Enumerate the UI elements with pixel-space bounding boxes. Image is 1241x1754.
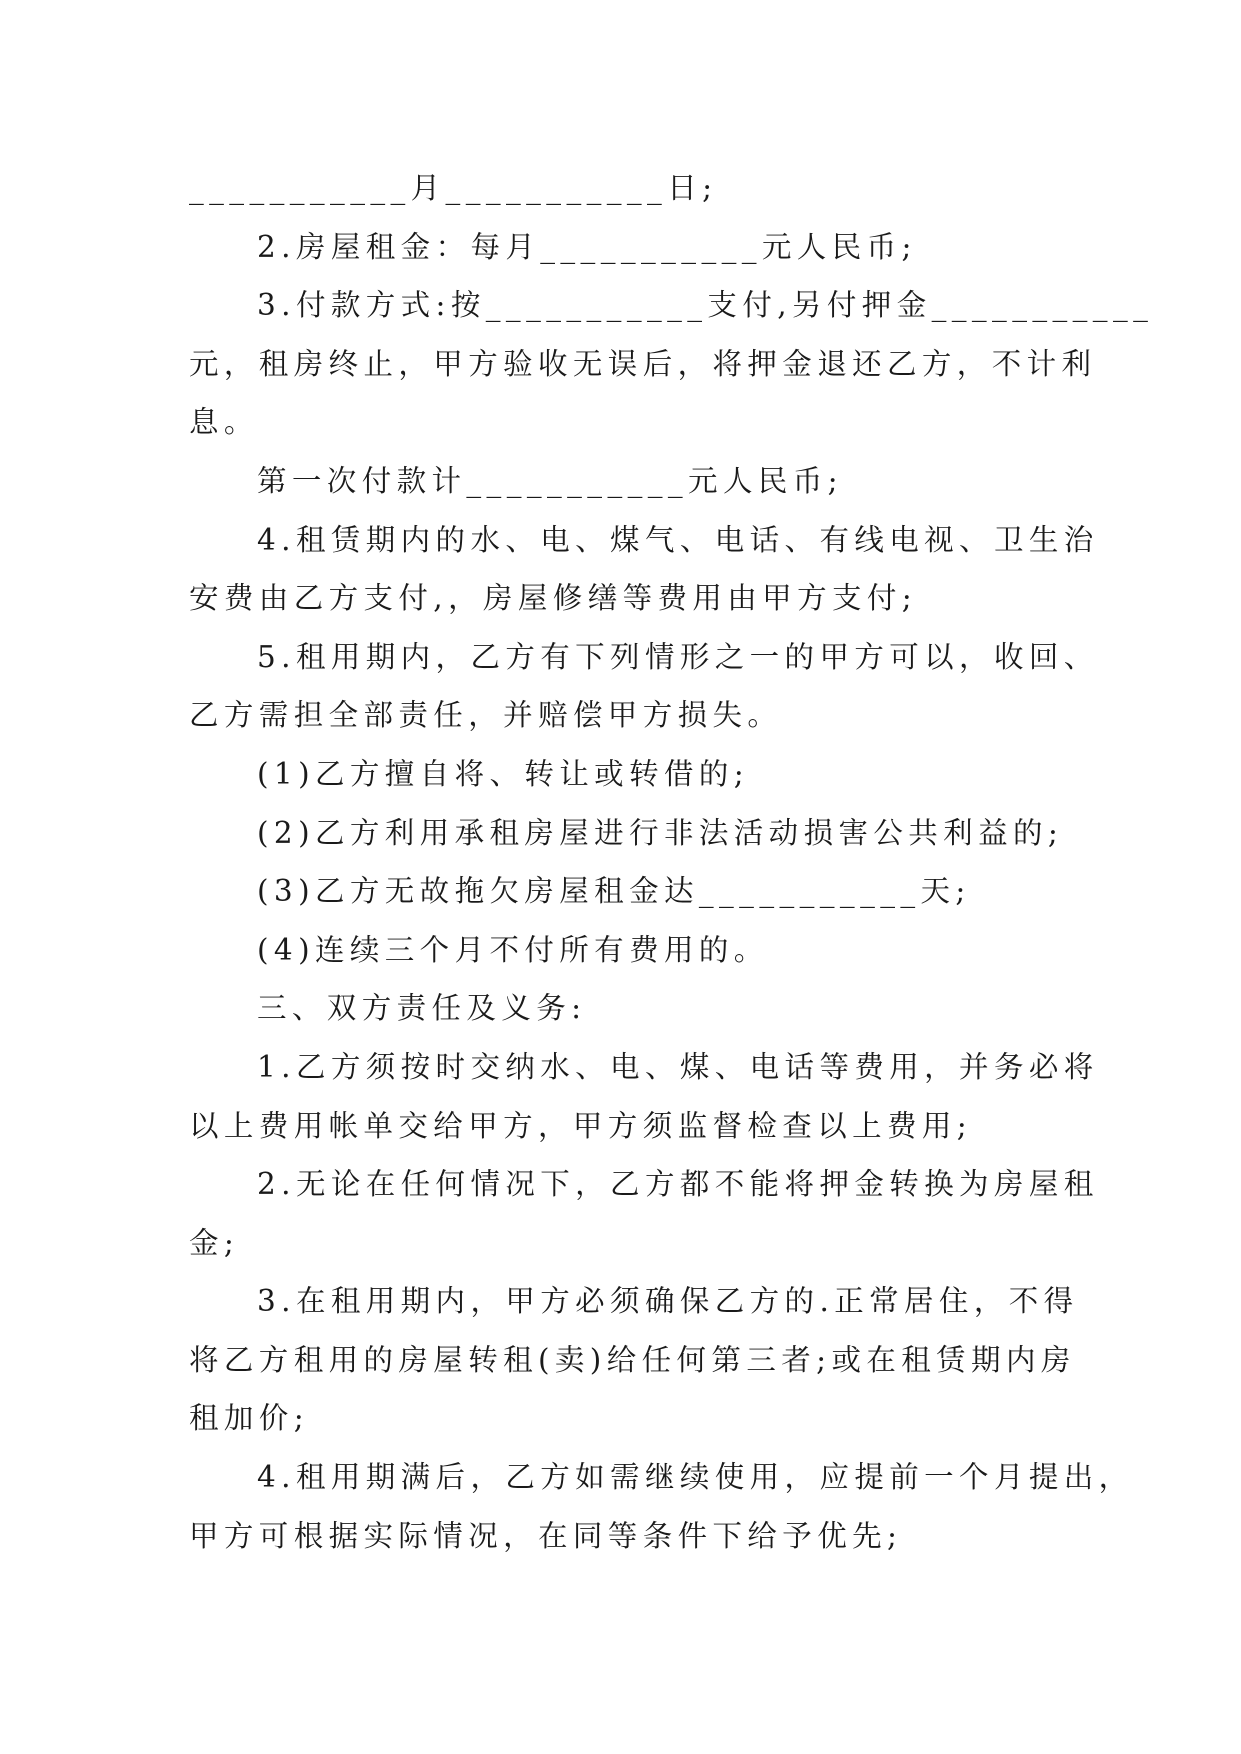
text-line: 4.租赁期内的水、电、煤气、电话、有线电视、卫生治 (257, 522, 1099, 557)
text-line: 第一次付款计___________元人民币; (257, 463, 843, 498)
text-line: 甲方可根据实际情况，在同等条件下给予优先; (189, 1518, 903, 1553)
text-line: 3.在租用期内，甲方必须确保乙方的.正常居住，不得 (257, 1284, 1079, 1319)
text-line: 三、双方责任及义务: (257, 991, 587, 1026)
text-line: 2.房屋租金：每月___________元人民币; (257, 229, 917, 264)
text-line: ___________月___________日; (189, 171, 718, 205)
text-line: (1)乙方擅自将、转让或转借的; (257, 756, 750, 791)
text-line: (3)乙方无故拖欠房屋租金达___________天; (257, 874, 971, 909)
text-line: 租加价; (189, 1401, 310, 1436)
text-line: 2.无论在任何情况下，乙方都不能将押金转换为房屋租 (257, 1167, 1099, 1202)
text-line: 息。 (189, 405, 259, 440)
text-line: 金; (189, 1225, 240, 1260)
text-line: 3.付款方式:按___________支付,另付押金___________ (257, 288, 1154, 323)
text-line: 5.租用期内，乙方有下列情形之一的甲方可以，收回、 (257, 639, 1099, 674)
text-line: 元，租房终止，甲方验收无误后，将押金退还乙方，不计利 (189, 346, 1097, 381)
text-line: 乙方需担全部责任，并赔偿甲方损失。 (189, 698, 783, 733)
text-line: (4)连续三个月不付所有费用的。 (257, 932, 769, 967)
text-line: (2)乙方利用承租房屋进行非法活动损害公共利益的; (257, 815, 1064, 850)
text-line: 4.租用期满后，乙方如需继续使用，应提前一个月提出， (257, 1460, 1134, 1495)
text-line: 将乙方租用的房屋转租(卖)给任何第三者;或在租赁期内房 (189, 1342, 1076, 1377)
text-line: 安费由乙方支付,，房屋修缮等费用由甲方支付; (189, 581, 918, 616)
contract-body-text (189, 159, 1154, 1565)
text-line: 1.乙方须按时交纳水、电、煤、电话等费用，并务必将 (257, 1049, 1099, 1084)
text-line: 以上费用帐单交给甲方，甲方须监督检查以上费用; (189, 1108, 973, 1143)
